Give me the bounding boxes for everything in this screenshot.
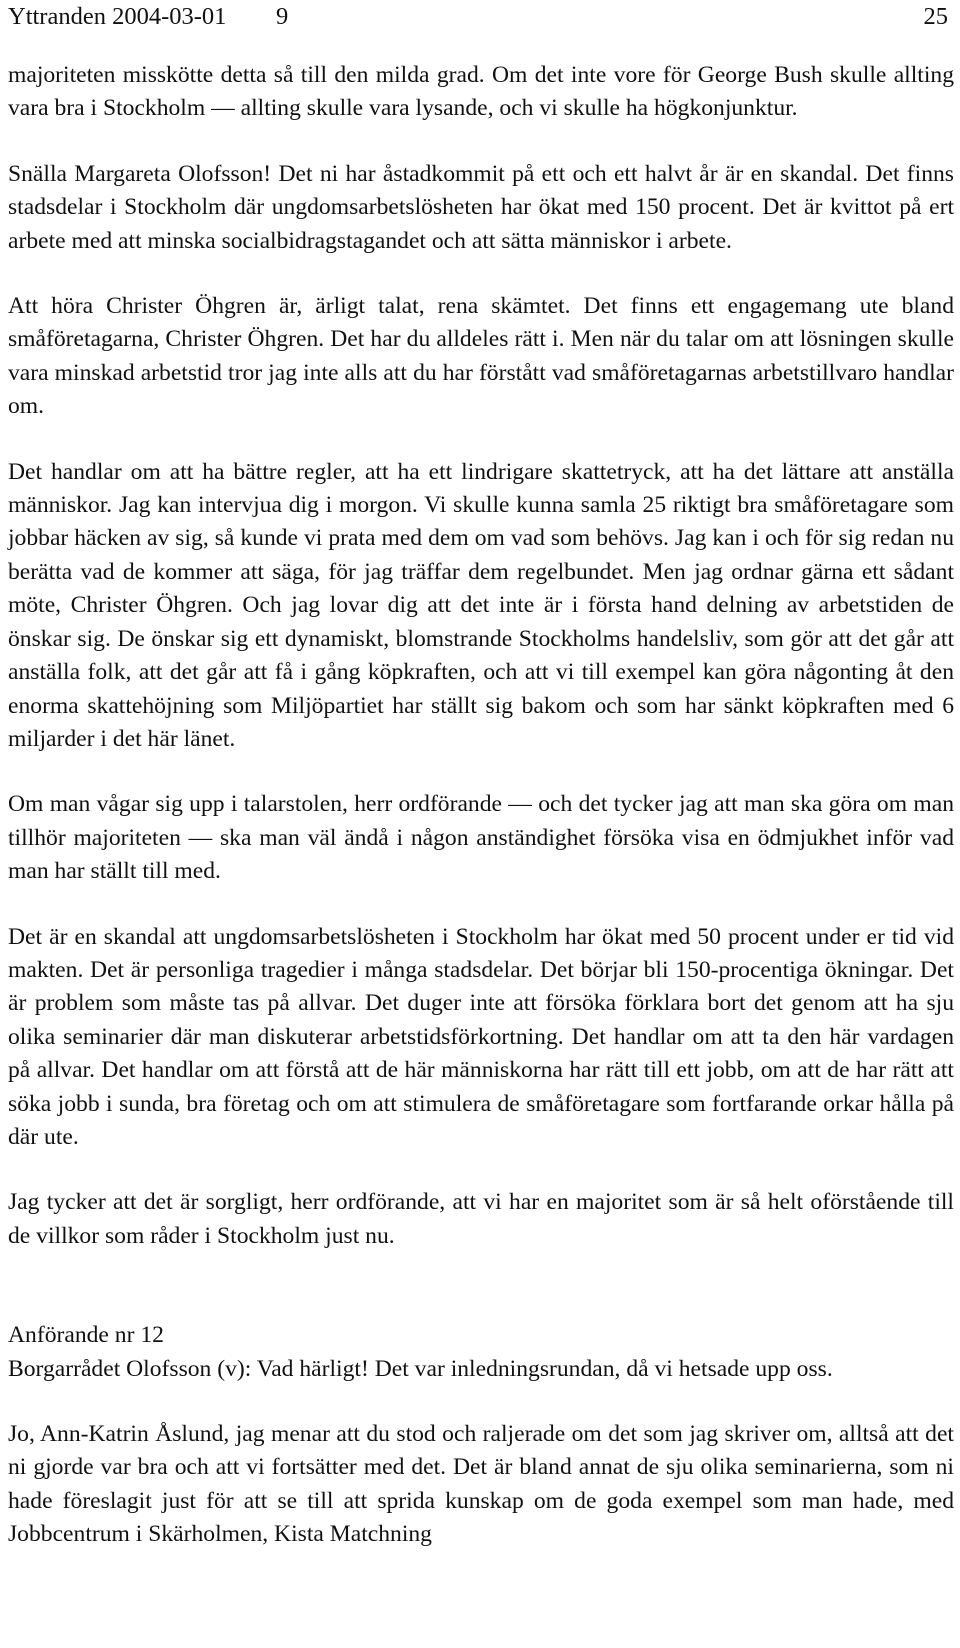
body-paragraph: Snälla Margareta Olofsson! Det ni har åstadkommit på ett och ett halvt år är en skandal. Det finns stadsdelar i Stockholm där ungdomsarbetslösheten har ökat med 150 procent. Det är kvittot på ert arbete med att minska socialbidragstagandet och att sätta människor i arbete. (8, 160, 954, 254)
speaker-line: Borgarrådet Olofsson (v): Vad härligt! Det var inledningsrundan, då vi hetsade upp oss. (8, 1355, 833, 1382)
body-paragraph: Det är en skandal att ungdomsarbetslösheten i Stockholm har ökat med 50 procent under er tid vid makten. Det är personliga tragedier i många stadsdelar. Det börjar bli 150-procentiga ökningar. Det är problem som måste tas på allvar. Det duger inte att försöka förklara bort det genom att ha sju olika seminarier där man diskuterar arbetstidsförkortning. Det handlar om att ta den här vardagen på allvar. Det handlar om att förstå att de här människorna har rätt till ett jobb, om att de har rätt att söka jobb i sunda, bra företag och om att stimulera de småföretagare som fortfarande orkar hålla på där ute. (8, 923, 954, 1150)
document-body (8, 59, 954, 1552)
body-paragraph: Det handlar om att ha bättre regler, att ha ett lindrigare skattetryck, att ha det lättare att anställa människor. Jag kan intervjua dig i morgon. Vi skulle kunna samla 25 riktigt bra småföretagare som jobbar häcken av sig, så kunde vi prata med dem om vad som behövs. Jag kan i och för sig redan nu berätta vad de kommer att säga, för jag träffar dem regelbundet. Men jag ordnar gärna ett sådant möte, Christer Öhgren. Och jag lovar dig att det inte är i första hand delning av arbetstiden de önskar sig. De önskar sig ett dynamiskt, blomstrande Stockholms handelsliv, som gör att det går att anställa folk, att det går att få i gång köpkraften, och att vi till exempel kan göra någonting åt den enorma skattehöjning som Miljöpartiet har ställt sig bakom och som har sänkt köpkraften med 6 miljarder i det här länet. (8, 458, 954, 752)
document-title: Yttranden 2004-03-01 (8, 3, 227, 30)
page-header (8, 2, 948, 32)
body-paragraph: Jag tycker att det är sorgligt, herr ordförande, att vi har en majoritet som är så helt oförstående till de villkor som råder i Stockholm just nu. (8, 1189, 954, 1249)
speech-heading: Anförande nr 12 (8, 1322, 164, 1349)
speech-paragraph: Jo, Ann-Katrin Åslund, jag menar att du stod och raljerade om det som jag skriver om, alltså att det ni gjorde var bra och att vi fortsätter med det. Det är bland annat de sju olika seminarierna, som ni hade föreslagit just för att se till att sprida kunskap om de goda exempel som man hade, med Jobbcentrum i Skärholmen, Kista Matchning (8, 1421, 954, 1548)
body-paragraph: Om man vågar sig upp i talarstolen, herr ordförande — och det tycker jag att man ska göra om man tillhör majoriteten — ska man väl ändå i någon anständighet försöka visa en ödmjukhet inför vad man har ställt till med. (8, 791, 954, 885)
page-number: 25 (923, 3, 948, 30)
body-paragraph: Att höra Christer Öhgren är, ärligt talat, rena skämtet. Det finns ett engagemang ute bland småföretagarna, Christer Öhgren. Det har du alldeles rätt i. Men när du talar om att lösningen skulle vara minskad arbetstid tror jag inte alls att du har förstått vad småföretagarnas arbetstillvaro handlar om. (8, 293, 954, 420)
section-number: 9 (276, 3, 289, 30)
body-paragraph: majoriteten misskötte detta så till den milda grad. Om det inte vore för George Bush skulle allting vara bra i Stockholm — allting skulle vara lysande, och vi skulle ha högkonjunktur. (8, 62, 954, 122)
